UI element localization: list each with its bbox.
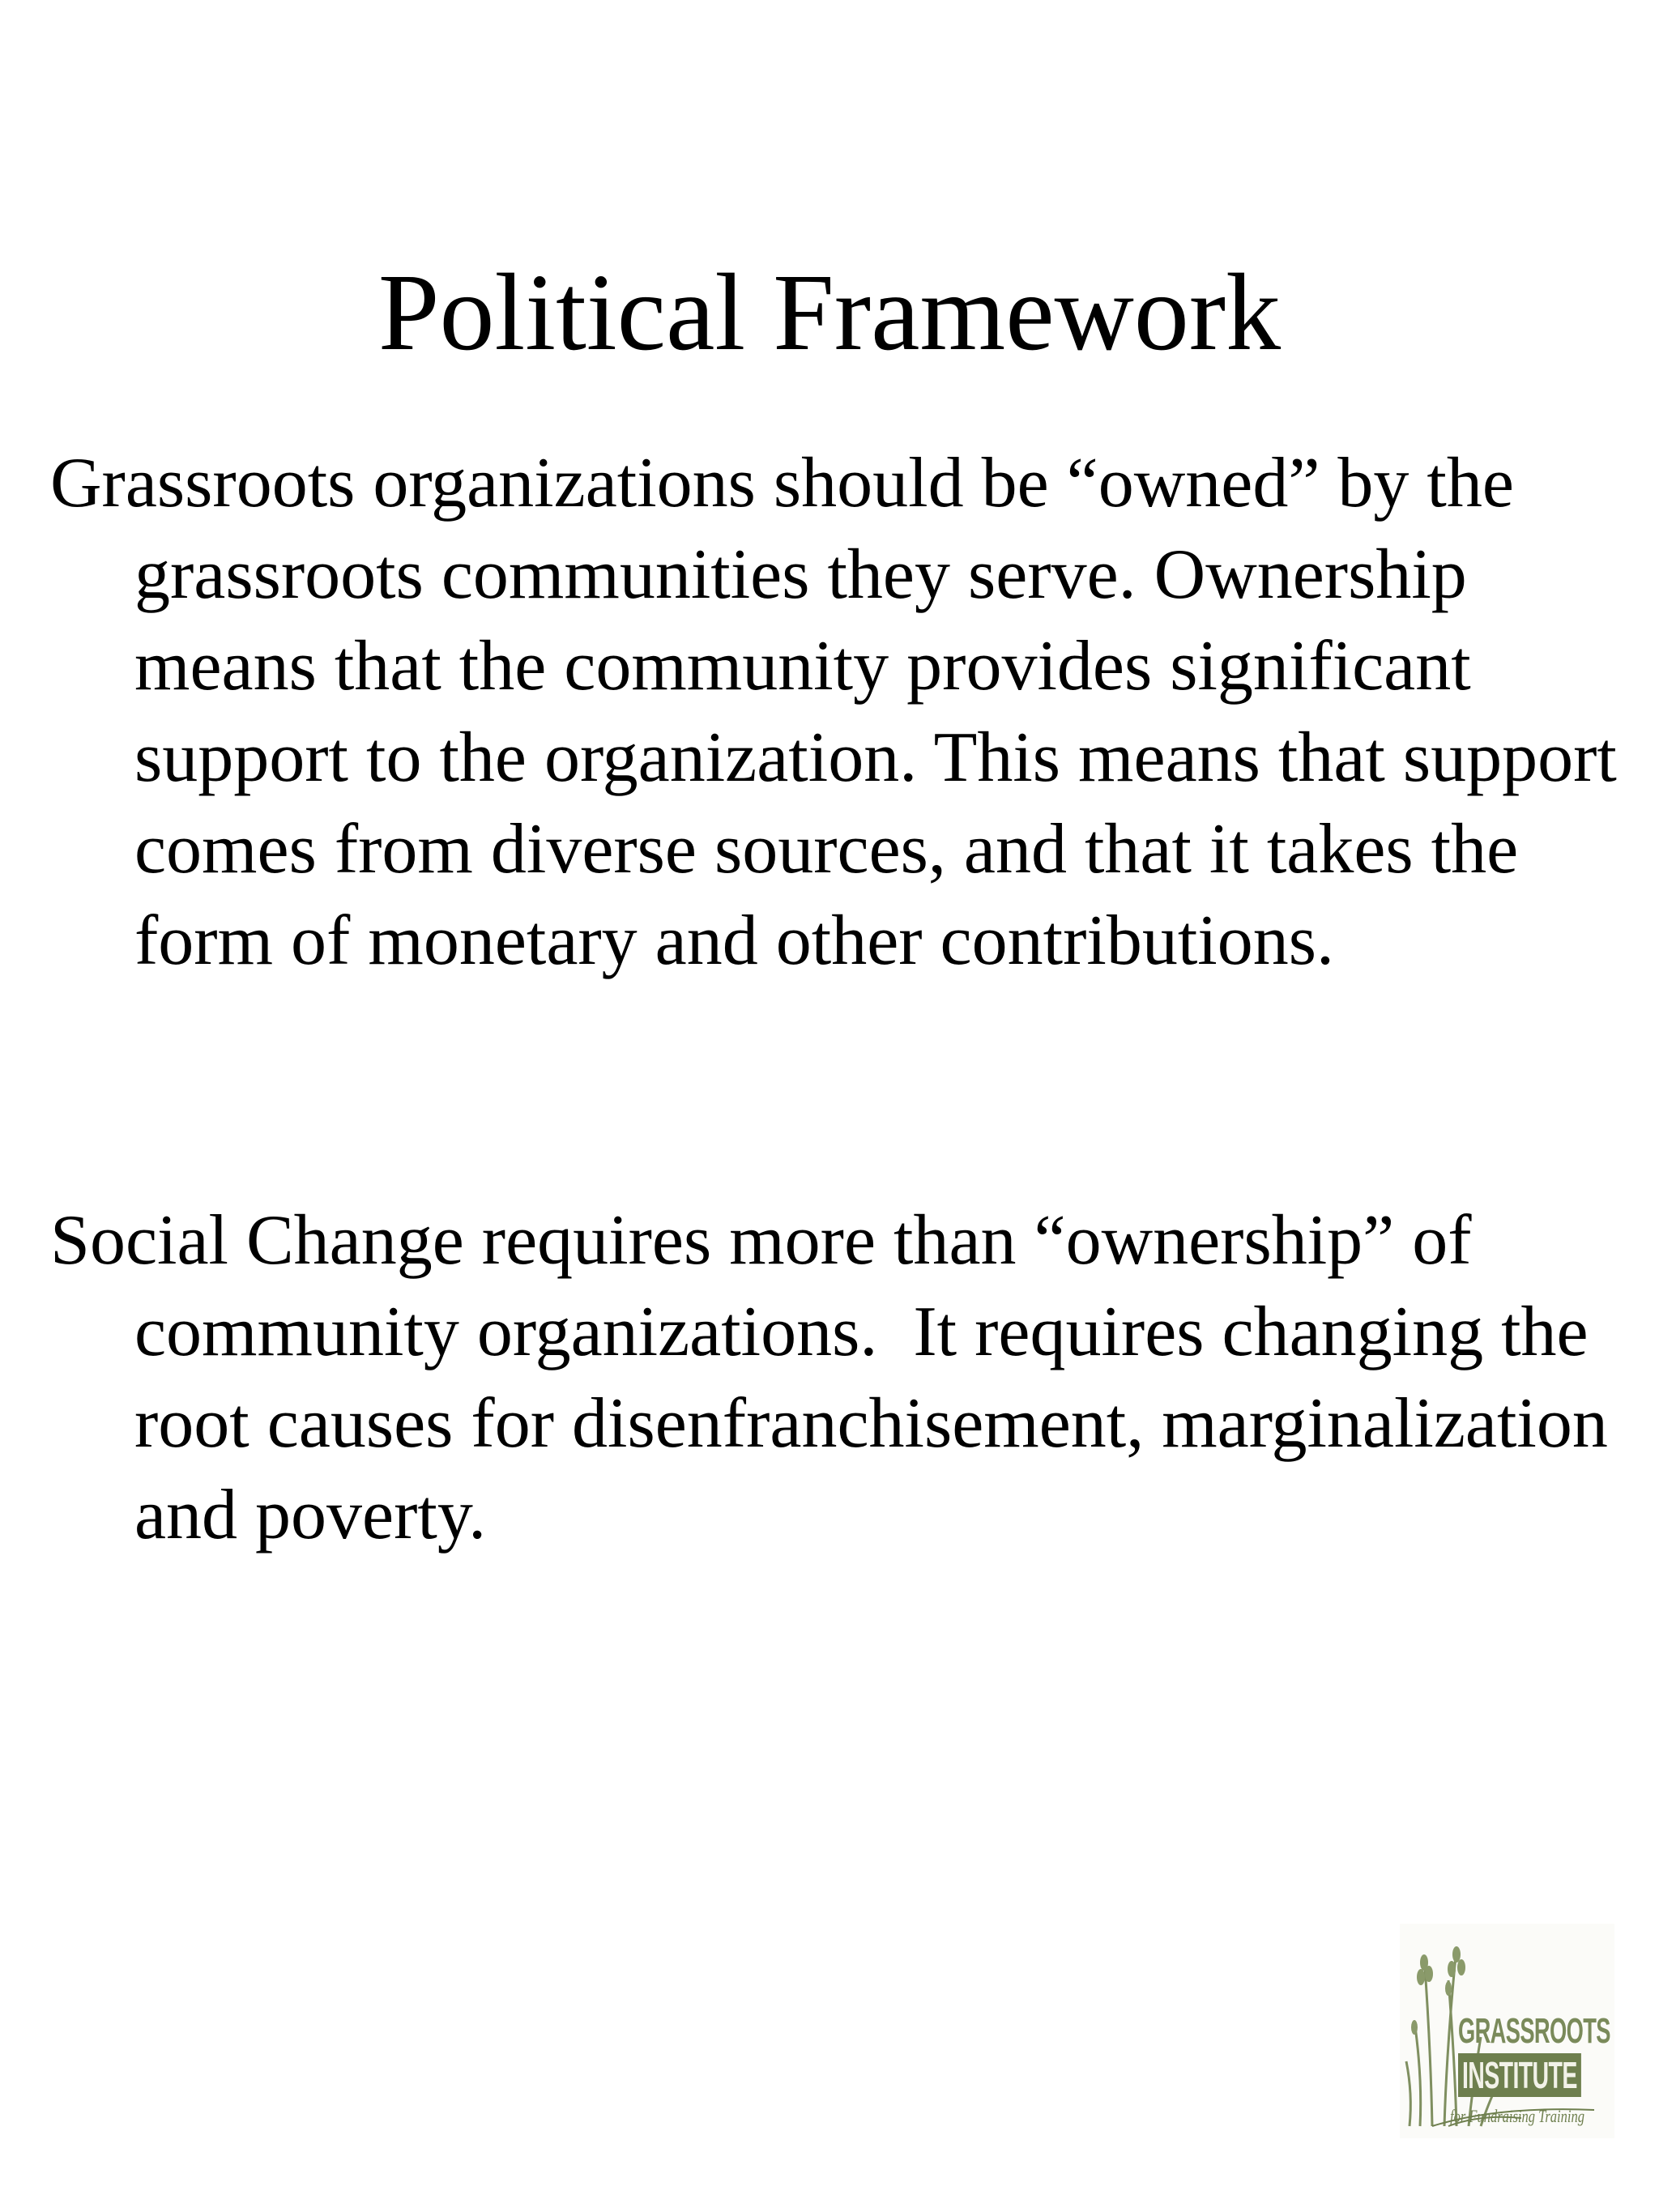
- paragraph-social-change: Social Change requires more than “ownership” of community organizations. It requires changing the root causes for disenfranchisement, marginalization and poverty.: [50, 1201, 1608, 1554]
- logo-tagline: for Fundraising Training: [1450, 2106, 1584, 2126]
- logo-text-institute: INSTITUTE: [1458, 2053, 1581, 2097]
- logo-text-grassroots: GRASSROOTS: [1458, 2011, 1610, 2051]
- grassroots-institute-logo: [1400, 1924, 1614, 2138]
- paragraph-ownership: Grassroots organizations should be “owned” by the grassroots communities they serve. Ownership means that the community provides significant support to the organization. This means that support comes from diverse sources, and that it takes the form of monetary and other contributions.: [50, 444, 1617, 980]
- slide-title: Political Framework: [377, 252, 1282, 373]
